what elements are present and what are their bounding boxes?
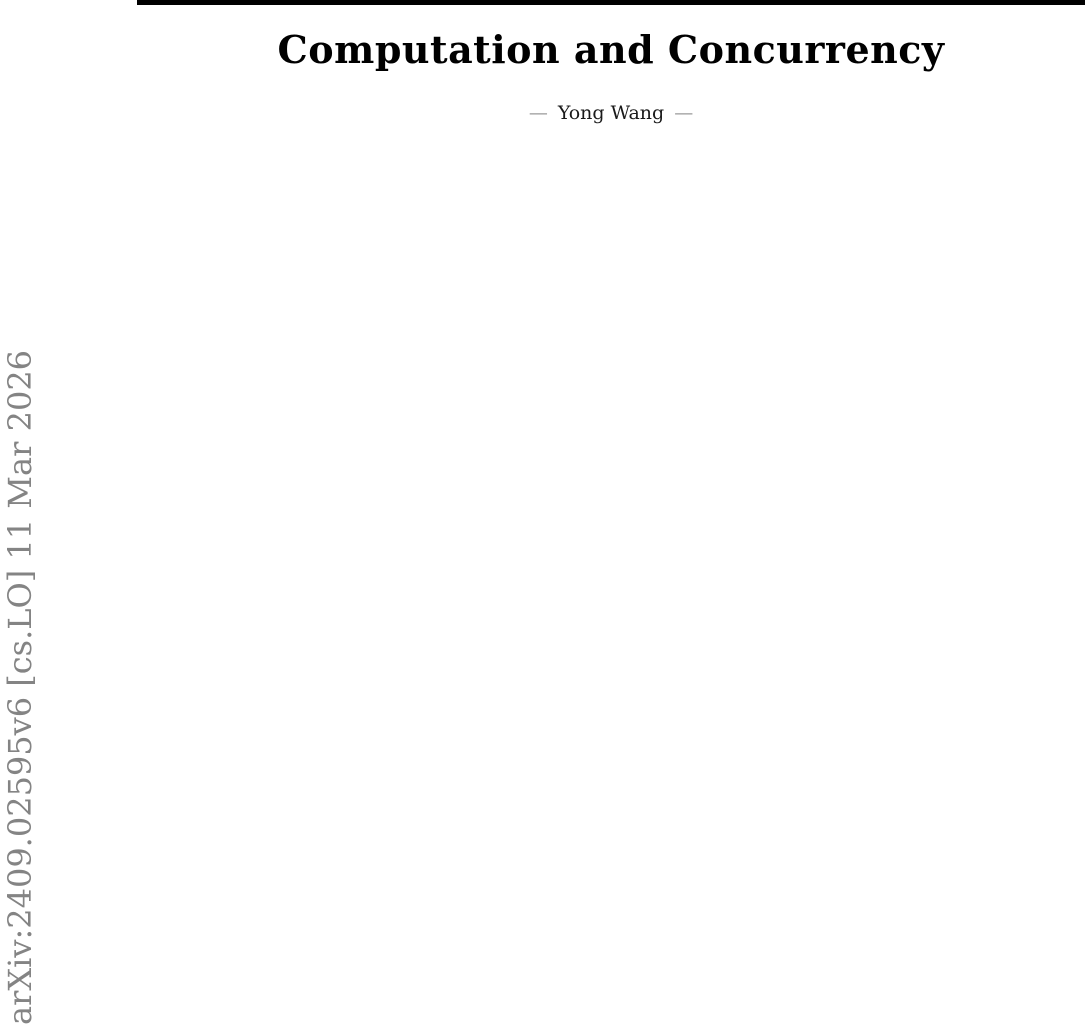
author-line [137, 101, 1085, 125]
author-dash-left: — [528, 102, 548, 124]
paper-title: Computation and Concurrency [277, 27, 945, 72]
top-rule [137, 0, 1085, 5]
author-dash-right: — [674, 102, 694, 124]
author-name: Yong Wang [557, 102, 665, 124]
arxiv-watermark: arXiv:2409.02595v6 [cs.LO] 11 Mar 2026 [1, 349, 39, 1025]
